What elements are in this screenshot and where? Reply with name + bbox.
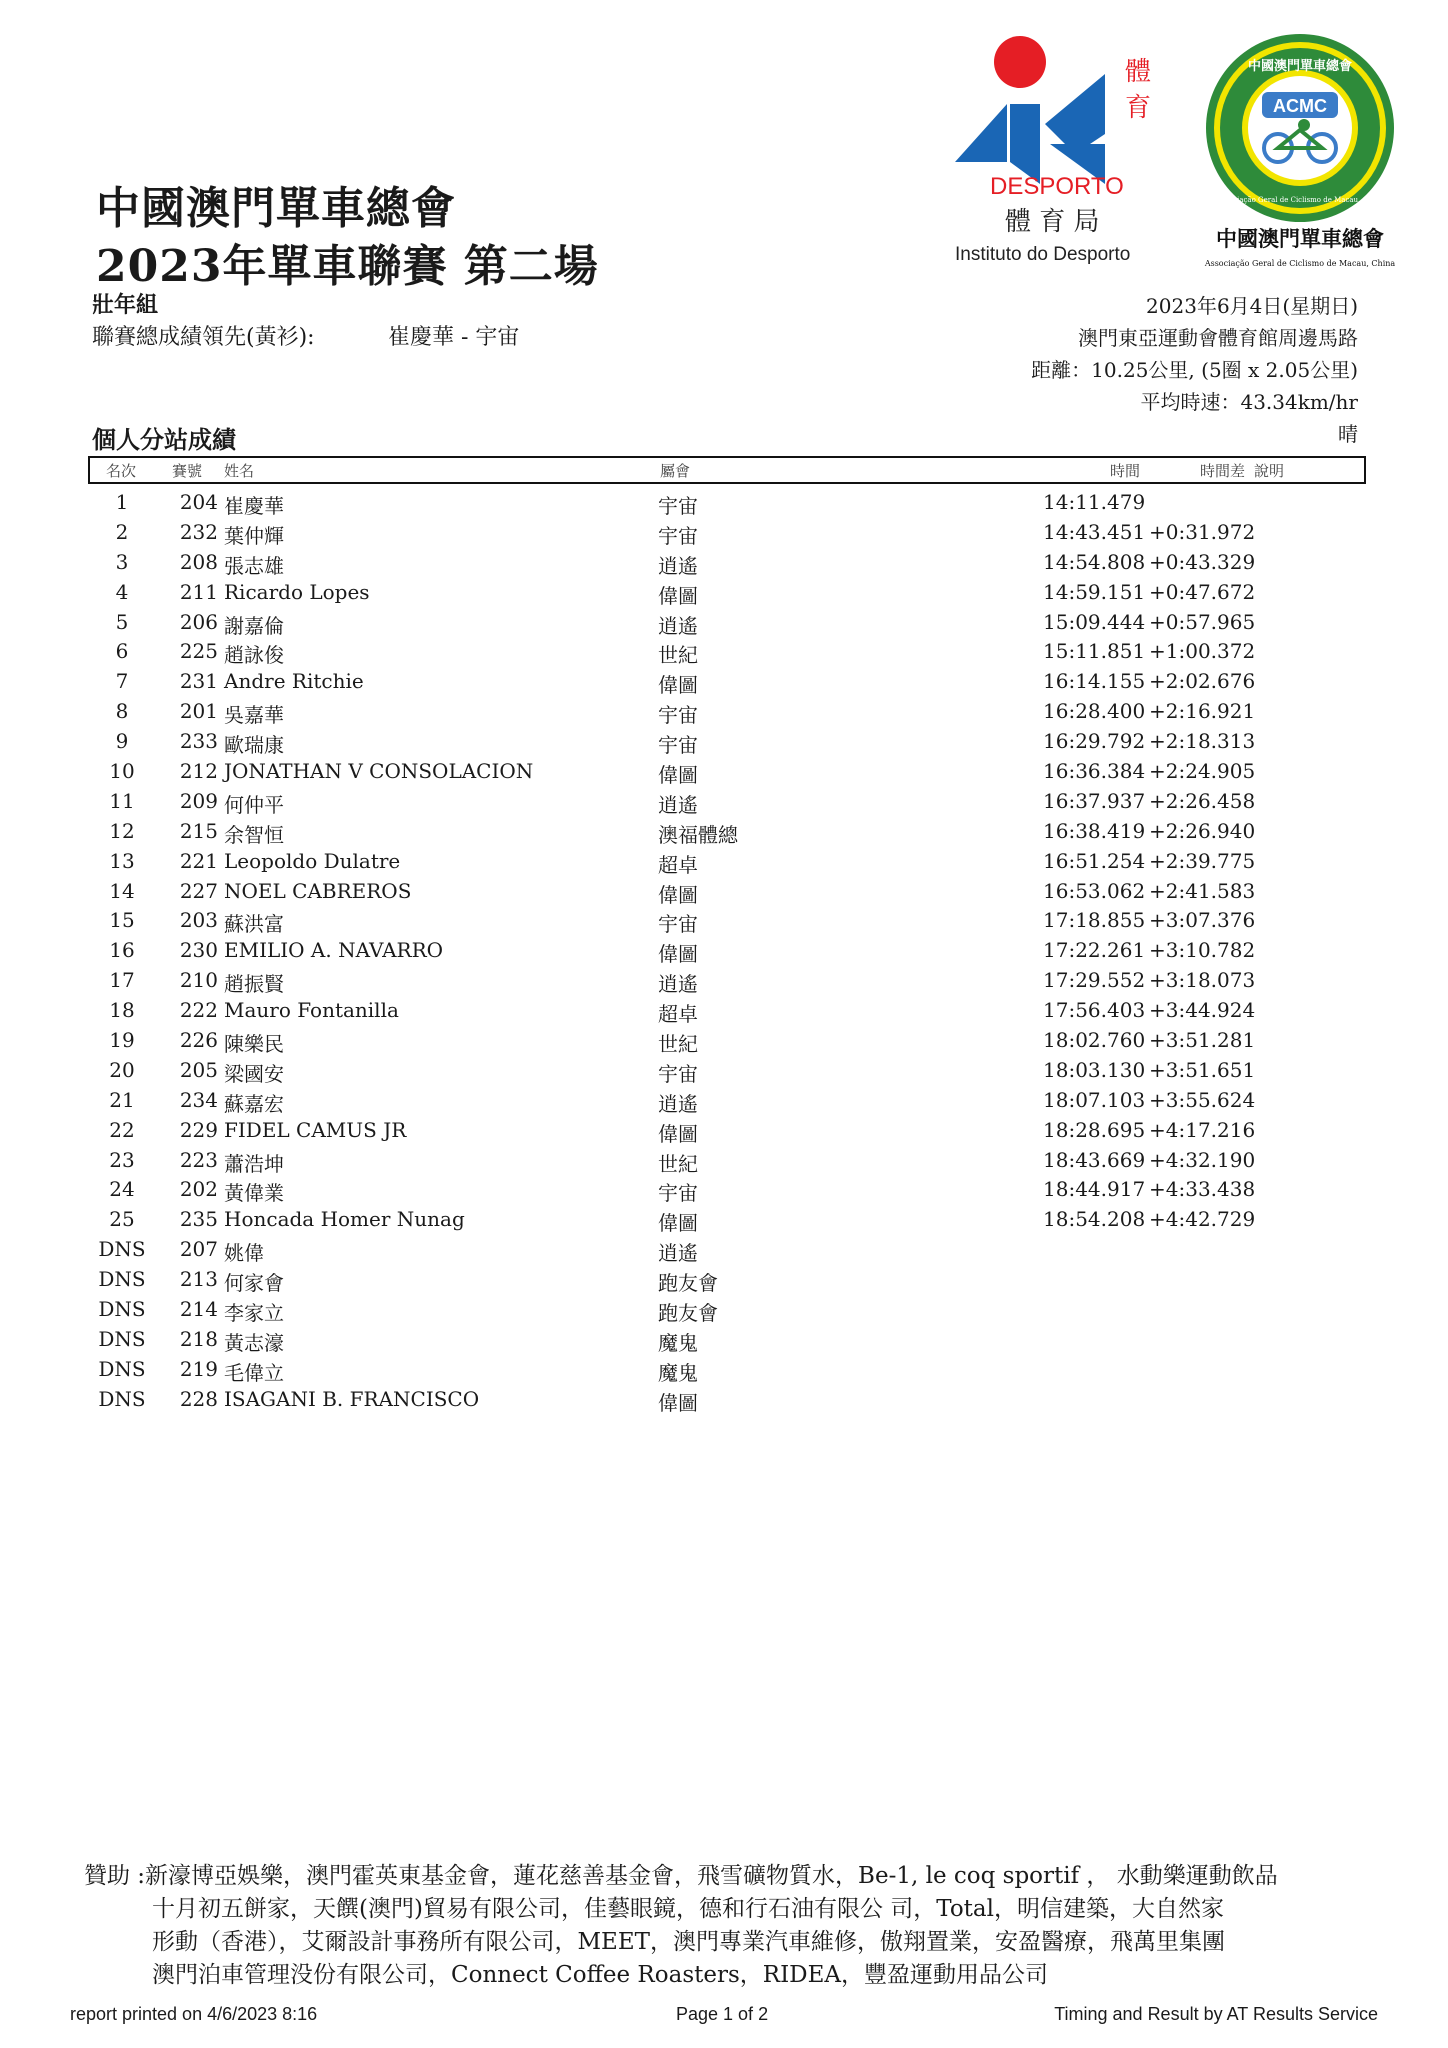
bib-cell: 213 (179, 1267, 218, 1292)
rank-cell: 15 (109, 908, 135, 933)
club-cell: 逍遙 (658, 792, 698, 817)
table-row (88, 1146, 1362, 1176)
table-row (88, 1265, 1362, 1295)
table-row (88, 667, 1362, 697)
results-table-body (88, 488, 1362, 1415)
rank-cell: 4 (115, 579, 129, 604)
table-row (88, 1026, 1362, 1056)
bib-cell: 235 (179, 1207, 218, 1232)
sponsors-line: 澳門泊車管理没份有限公司，Connect Coffee Roasters，RIDEA，豐盈運動用品公司 (152, 1962, 1049, 1988)
table-row (88, 817, 1362, 847)
timing-credit: Timing and Result by AT Results Service (1054, 2004, 1378, 2024)
name-cell: 崔慶華 (224, 494, 284, 518)
bib-cell: 219 (179, 1356, 218, 1381)
time-cell: 15:09.444 (1043, 609, 1146, 634)
header-bib: 賽號 (172, 462, 203, 480)
name-cell: ISAGANI B. FRANCISCO (224, 1386, 480, 1411)
club-cell: 偉圖 (658, 942, 698, 967)
diff-cell: +4:32.190 (1149, 1147, 1256, 1172)
club-cell: 偉圖 (658, 583, 698, 608)
rank-cell: DNS (98, 1267, 146, 1292)
name-cell: FIDEL CAMUS JR (224, 1117, 407, 1142)
table-row (88, 787, 1362, 817)
bib-cell: 218 (179, 1326, 218, 1351)
rank-cell: 1 (115, 490, 129, 514)
table-row (88, 847, 1362, 877)
club-cell: 宇宙 (658, 912, 698, 937)
rank-cell: 22 (109, 1117, 135, 1142)
bib-cell: 229 (179, 1117, 218, 1142)
name-cell: EMILIO A. NAVARRO (224, 938, 444, 963)
club-cell: 世紀 (658, 1032, 698, 1057)
name-cell: 趙振賢 (224, 972, 284, 997)
race-weather: 晴 (1338, 422, 1358, 446)
bib-cell: 205 (179, 1057, 218, 1082)
rank-cell: 5 (115, 609, 129, 634)
svg-text:中國澳門單車總會: 中國澳門單車總會 (1216, 226, 1384, 251)
rank-cell: 18 (109, 998, 135, 1023)
club-cell: 宇宙 (658, 703, 698, 728)
svg-text:中國澳門單車總會: 中國澳門單車總會 (1247, 59, 1353, 74)
name-cell: 歐瑞康 (224, 733, 284, 758)
name-cell: 何家會 (224, 1271, 284, 1296)
time-cell: 16:51.254 (1043, 848, 1146, 873)
bib-cell: 230 (179, 938, 218, 963)
rank-cell: 14 (109, 878, 135, 903)
rank-cell: 16 (109, 938, 135, 963)
time-cell: 16:37.937 (1043, 788, 1146, 813)
diff-cell: +2:39.775 (1149, 848, 1256, 873)
club-cell: 逍遙 (658, 613, 698, 638)
club-cell: 魔鬼 (658, 1360, 698, 1385)
bib-cell: 201 (179, 699, 218, 724)
time-cell: 18:43.669 (1043, 1147, 1146, 1172)
time-cell: 16:14.155 (1043, 669, 1146, 694)
name-cell: 蘇洪富 (224, 912, 284, 937)
table-row (88, 1235, 1362, 1265)
table-row (88, 1295, 1362, 1325)
diff-cell: +3:51.281 (1149, 1028, 1256, 1053)
bib-cell: 203 (179, 908, 218, 933)
rank-cell: 23 (109, 1147, 135, 1172)
race-distance: 距離：10.25公里, (5圈 x 2.05公里) (1031, 358, 1358, 382)
time-cell: 18:07.103 (1043, 1087, 1146, 1112)
bib-cell: 206 (179, 609, 218, 634)
club-cell: 偉圖 (658, 763, 698, 788)
rank-cell: 19 (109, 1028, 135, 1053)
rank-cell: 11 (109, 788, 135, 813)
name-cell: 李家立 (224, 1301, 284, 1326)
table-row (88, 488, 1362, 518)
table-row (88, 936, 1362, 966)
diff-cell: +3:55.624 (1149, 1087, 1256, 1112)
bib-cell: 221 (179, 848, 218, 873)
rank-cell: 25 (109, 1207, 135, 1232)
header-rank: 名次 (106, 462, 137, 480)
club-cell: 魔鬼 (658, 1330, 698, 1355)
time-cell: 17:18.855 (1043, 908, 1146, 933)
name-cell: 趙詠俊 (224, 643, 284, 668)
time-cell: 16:29.792 (1043, 729, 1146, 754)
header-time: 時間 (1110, 462, 1141, 480)
name-cell: 蕭浩坤 (224, 1151, 284, 1176)
bib-cell: 215 (179, 818, 218, 843)
name-cell: 吳嘉華 (224, 703, 284, 728)
club-cell: 偉圖 (658, 673, 698, 698)
table-row (88, 1056, 1362, 1086)
name-cell: 葉仲輝 (224, 523, 284, 548)
page-number: Page 1 of 2 (676, 2004, 769, 2024)
rank-cell: 3 (115, 549, 129, 574)
name-cell: 毛偉立 (224, 1360, 284, 1385)
bib-cell: 232 (179, 519, 218, 544)
club-cell: 宇宙 (658, 494, 698, 518)
bib-cell: 222 (179, 998, 218, 1023)
bib-cell: 211 (179, 579, 218, 604)
club-cell: 偉圖 (658, 1121, 698, 1146)
time-cell: 15:11.851 (1043, 639, 1146, 664)
time-cell: 17:56.403 (1043, 998, 1146, 1023)
time-cell: 14:43.451 (1043, 519, 1146, 544)
race-avg-speed: 平均時速：43.34km/hr (1140, 390, 1358, 414)
rank-cell: 6 (115, 639, 129, 664)
bib-cell: 228 (179, 1386, 218, 1411)
club-cell: 逍遙 (658, 972, 698, 997)
name-cell: JONATHAN V CONSOLACION (224, 759, 534, 784)
diff-cell: +0:47.672 (1149, 579, 1256, 604)
table-row (88, 637, 1362, 667)
time-cell: 17:29.552 (1043, 968, 1146, 993)
table-row (88, 727, 1362, 757)
club-cell: 澳福體總 (658, 822, 738, 847)
time-cell: 14:11.479 (1043, 490, 1146, 514)
name-cell: 黃志濠 (224, 1330, 284, 1355)
rank-cell: 8 (115, 699, 129, 724)
sport-bureau-logo (955, 34, 1175, 274)
svg-text:育: 育 (1125, 93, 1152, 123)
time-cell: 14:59.151 (1043, 579, 1146, 604)
leader-value: 崔慶華 - 宇宙 (388, 325, 520, 350)
bib-cell: 208 (179, 549, 218, 574)
rank-cell: 2 (115, 519, 129, 544)
diff-cell: +3:44.924 (1149, 998, 1256, 1023)
bib-cell: 233 (179, 729, 218, 754)
rank-cell: 7 (115, 669, 129, 694)
diff-cell: +3:10.782 (1149, 938, 1256, 963)
time-cell: 18:03.130 (1043, 1057, 1146, 1082)
table-row (88, 966, 1362, 996)
header-note: 說明 (1254, 462, 1285, 480)
name-cell: 謝嘉倫 (224, 613, 284, 638)
diff-cell: +4:33.438 (1149, 1177, 1256, 1202)
club-cell: 宇宙 (658, 1181, 698, 1206)
rank-cell: 24 (109, 1177, 135, 1202)
bib-cell: 231 (179, 669, 218, 694)
club-cell: 跑友會 (658, 1271, 718, 1296)
name-cell: Leopoldo Dulatre (224, 848, 401, 873)
race-date: 2023年6月4日(星期日) (1146, 294, 1358, 318)
name-cell: 張志雄 (224, 553, 284, 578)
acmc-logo (1200, 30, 1400, 270)
diff-cell: +2:02.676 (1149, 669, 1256, 694)
bib-cell: 207 (179, 1237, 218, 1262)
time-cell: 16:28.400 (1043, 699, 1146, 724)
name-cell: Ricardo Lopes (224, 579, 370, 604)
sponsors-block (84, 1860, 1384, 1992)
club-cell: 逍遙 (658, 1241, 698, 1266)
rank-cell: 20 (109, 1057, 135, 1082)
sponsors-line: 形動（香港），艾爾設計事務所有限公司，MEET，澳門專業汽車維修，傲翔置業，安盈醫療，飛萬里集團 (152, 1929, 1225, 1955)
bib-cell: 226 (179, 1028, 218, 1053)
time-cell: 17:22.261 (1043, 938, 1146, 963)
time-cell: 18:02.760 (1043, 1028, 1146, 1053)
rank-cell: DNS (98, 1326, 146, 1351)
club-cell: 世紀 (658, 1151, 698, 1176)
name-cell: 何仲平 (224, 792, 284, 817)
race-venue: 澳門東亞運動會體育館周邊馬路 (1078, 326, 1358, 350)
sponsors-line: 贊助 :新濠博亞娛樂，澳門霍英東基金會，蓮花慈善基金會，飛雪礦物質水，Be-1, le coq sportif ， 水動樂運動飲品 (84, 1863, 1278, 1889)
results-table-header (88, 456, 1366, 484)
table-row (88, 1355, 1362, 1385)
svg-text:ACMC: ACMC (1273, 96, 1327, 116)
bib-cell: 225 (179, 639, 218, 664)
diff-cell: +4:42.729 (1149, 1207, 1256, 1232)
name-cell: Mauro Fontanilla (224, 998, 399, 1023)
svg-text:Instituto do Desporto: Instituto do Desporto (955, 244, 1131, 265)
club-cell: 逍遙 (658, 1091, 698, 1116)
club-cell: 跑友會 (658, 1301, 718, 1326)
sponsors-line: 十月初五餅家，天饌(澳門)貿易有限公司，佳藝眼鏡，德和行石油有限公 司，Total，明信建築，大自然家 (152, 1896, 1224, 1922)
rank-cell: 9 (115, 729, 129, 754)
bib-cell: 227 (179, 878, 218, 903)
club-cell: 偉圖 (658, 882, 698, 907)
table-row (88, 906, 1362, 936)
table-row (88, 578, 1362, 608)
rank-cell: 12 (109, 818, 135, 843)
table-row (88, 1325, 1362, 1355)
document-title: 中國澳門單車總會 (96, 183, 456, 234)
diff-cell: +3:07.376 (1149, 908, 1256, 933)
sport-bureau-emblem-icon (955, 34, 1175, 274)
table-row (88, 518, 1362, 548)
table-row (88, 877, 1362, 907)
name-cell: Andre Ritchie (224, 669, 364, 694)
bib-cell: 234 (179, 1087, 218, 1112)
time-cell: 18:54.208 (1043, 1207, 1146, 1232)
club-cell: 超卓 (658, 1002, 698, 1027)
table-row (88, 1205, 1362, 1235)
table-row (88, 697, 1362, 727)
category-label: 壯年組 (92, 292, 159, 318)
time-cell: 18:28.695 (1043, 1117, 1146, 1142)
club-cell: 宇宙 (658, 733, 698, 758)
bib-cell: 223 (179, 1147, 218, 1172)
rank-cell: 21 (109, 1087, 135, 1112)
time-cell: 16:38.419 (1043, 818, 1146, 843)
club-cell: 超卓 (658, 852, 698, 877)
diff-cell: +0:43.329 (1149, 549, 1256, 574)
diff-cell: +4:17.216 (1149, 1117, 1256, 1142)
header-club: 屬會 (660, 462, 691, 480)
name-cell: Honcada Homer Nunag (224, 1207, 465, 1232)
svg-text:DESPORTO: DESPORTO (990, 173, 1124, 200)
bib-cell: 210 (179, 968, 218, 993)
time-cell: 18:44.917 (1043, 1177, 1146, 1202)
name-cell: 梁國安 (224, 1061, 284, 1086)
diff-cell: +2:26.940 (1149, 818, 1256, 843)
rank-cell: DNS (98, 1237, 146, 1262)
name-cell: 姚偉 (224, 1241, 264, 1266)
club-cell: 偉圖 (658, 1390, 698, 1415)
club-cell: 逍遙 (658, 553, 698, 578)
table-row (88, 996, 1362, 1026)
rank-cell: 17 (109, 968, 135, 993)
svg-text:Associação Geral de Ciclismo d: Associação Geral de Ciclismo de Macau, China (1216, 196, 1384, 204)
table-row (88, 548, 1362, 578)
bib-cell: 209 (179, 788, 218, 813)
name-cell: NOEL CABREROS (224, 878, 412, 903)
table-row (88, 1175, 1362, 1205)
diff-cell: +2:18.313 (1149, 729, 1256, 754)
rank-cell: 10 (109, 759, 135, 784)
rank-cell: DNS (98, 1356, 146, 1381)
diff-cell: +2:16.921 (1149, 699, 1256, 724)
rank-cell: DNS (98, 1297, 146, 1322)
table-row (88, 1385, 1362, 1415)
header-name: 姓名 (224, 462, 255, 480)
time-cell: 14:54.808 (1043, 549, 1146, 574)
svg-text:體 育 局: 體 育 局 (1005, 207, 1100, 237)
name-cell: 黃偉業 (224, 1181, 284, 1206)
diff-cell: +0:31.972 (1149, 519, 1256, 544)
bib-cell: 202 (179, 1177, 218, 1202)
name-cell: 蘇嘉宏 (224, 1091, 284, 1116)
table-row (88, 757, 1362, 787)
rank-cell: 13 (109, 848, 135, 873)
leader-label: 聯賽總成績領先(黃衫): (92, 325, 315, 350)
diff-cell: +3:18.073 (1149, 968, 1256, 993)
event-title: 2023年單車聯賽 第二場 (96, 241, 599, 292)
svg-text:Associação Geral de Ciclismo d: Associação Geral de Ciclismo de Macau, China (1204, 259, 1396, 268)
acmc-emblem-icon (1200, 30, 1400, 270)
header-diff: 時間差 (1200, 462, 1246, 480)
name-cell: 陳樂民 (224, 1032, 284, 1057)
table-row (88, 1086, 1362, 1116)
svg-text:體: 體 (1125, 57, 1152, 87)
bib-cell: 204 (179, 490, 218, 514)
diff-cell: +2:24.905 (1149, 759, 1256, 784)
bib-cell: 214 (179, 1297, 218, 1322)
diff-cell: +2:26.458 (1149, 788, 1256, 813)
club-cell: 偉圖 (658, 1211, 698, 1236)
name-cell: 余智恒 (224, 822, 284, 847)
club-cell: 世紀 (658, 643, 698, 668)
diff-cell: +1:00.372 (1149, 639, 1256, 664)
report-printed: report printed on 4/6/2023 8:16 (70, 2004, 318, 2024)
time-cell: 16:53.062 (1043, 878, 1146, 903)
diff-cell: +2:41.583 (1149, 878, 1256, 903)
diff-cell: +0:57.965 (1149, 609, 1256, 634)
diff-cell: +3:51.651 (1149, 1057, 1256, 1082)
time-cell: 16:36.384 (1043, 759, 1146, 784)
club-cell: 宇宙 (658, 1061, 698, 1086)
table-row (88, 608, 1362, 638)
club-cell: 宇宙 (658, 523, 698, 548)
table-row (88, 1116, 1362, 1146)
rank-cell: DNS (98, 1386, 146, 1411)
section-title: 個人分站成績 (92, 425, 236, 454)
bib-cell: 212 (179, 759, 218, 784)
